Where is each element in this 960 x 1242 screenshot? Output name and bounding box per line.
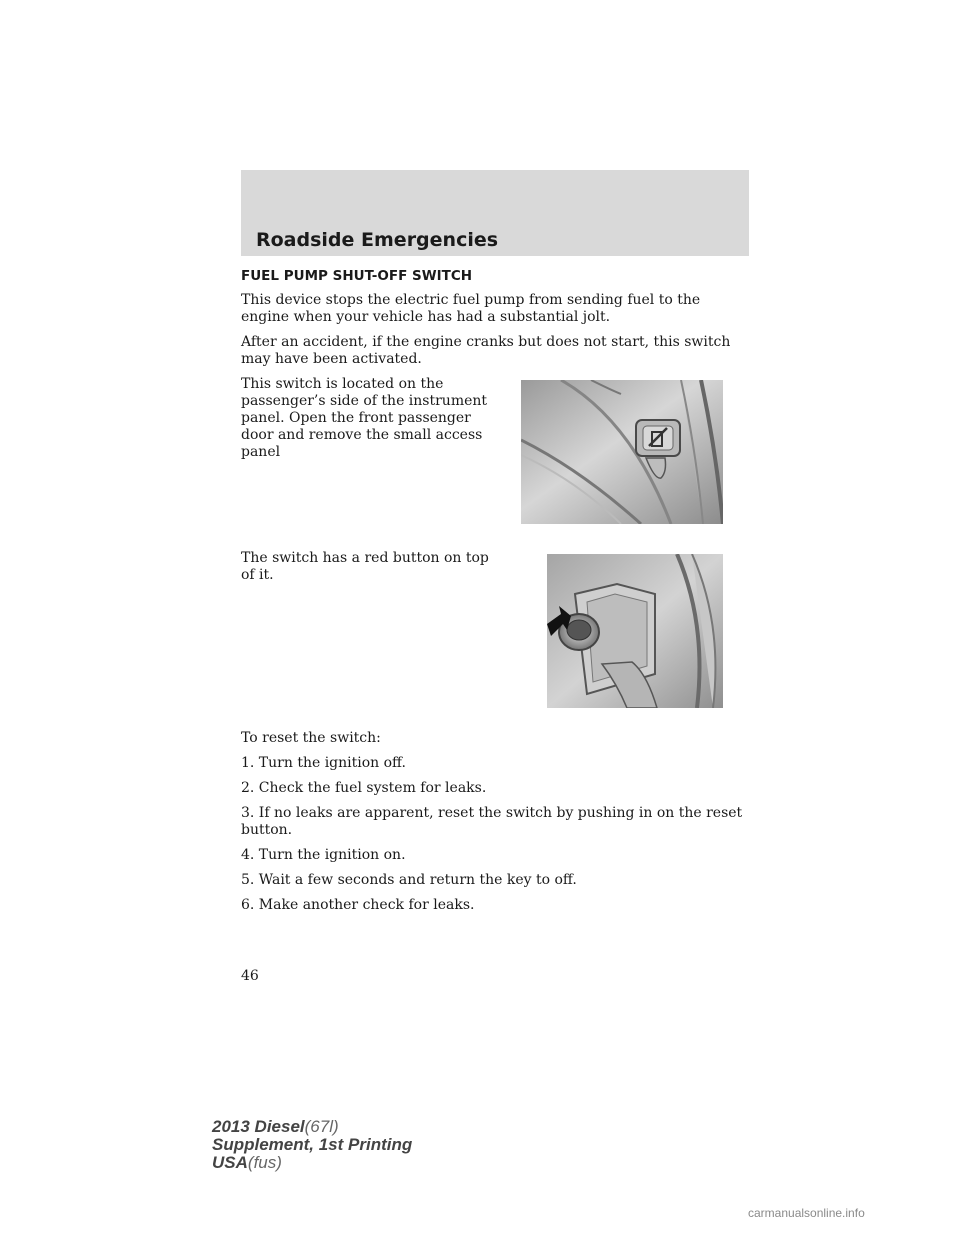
footer-model: 2013 Diesel [212,1117,305,1136]
paragraph-4: The switch has a red button on top of it. [241,550,489,583]
step-5: 5. Wait a few seconds and return the key to off. [241,872,577,888]
step-3: 3. If no leaks are apparent, reset the switch by pushing in on the reset button. [241,805,743,838]
page-content [241,268,749,922]
section-title: Roadside Emergencies [256,229,499,251]
reset-switch-illustration [547,554,723,708]
step-1: 1. Turn the ignition off. [241,755,406,771]
step-2: 2. Check the fuel system for leaks. [241,780,487,796]
paragraph-5: To reset the switch: [241,730,381,746]
heading: FUEL PUMP SHUT-OFF SWITCH [241,268,473,284]
step-6: 6. Make another check for leaks. [241,897,475,913]
footer-edition [212,1118,412,1172]
access-panel-illustration [521,380,723,524]
paragraph-2: After an accident, if the engine cranks but does not start, this switch may have been activated. [241,334,731,367]
watermark: carmanualsonline.info [748,1206,865,1220]
paragraph-3: This switch is located on the passenger’s side of the instrument panel. Open the front passenger door and remove the small access panel [241,376,488,460]
page-number: 46 [241,968,259,984]
footer-market: USA [212,1153,248,1172]
paragraph-1: This device stops the electric fuel pump from sending fuel to the engine when your vehicle has had a substantial jolt. [241,292,701,325]
footer-market-code: (fus) [247,1153,282,1172]
footer-model-code: (67l) [304,1117,339,1136]
step-4: 4. Turn the ignition on. [241,847,406,863]
footer-printing: Supplement, 1st Printing [212,1135,413,1154]
